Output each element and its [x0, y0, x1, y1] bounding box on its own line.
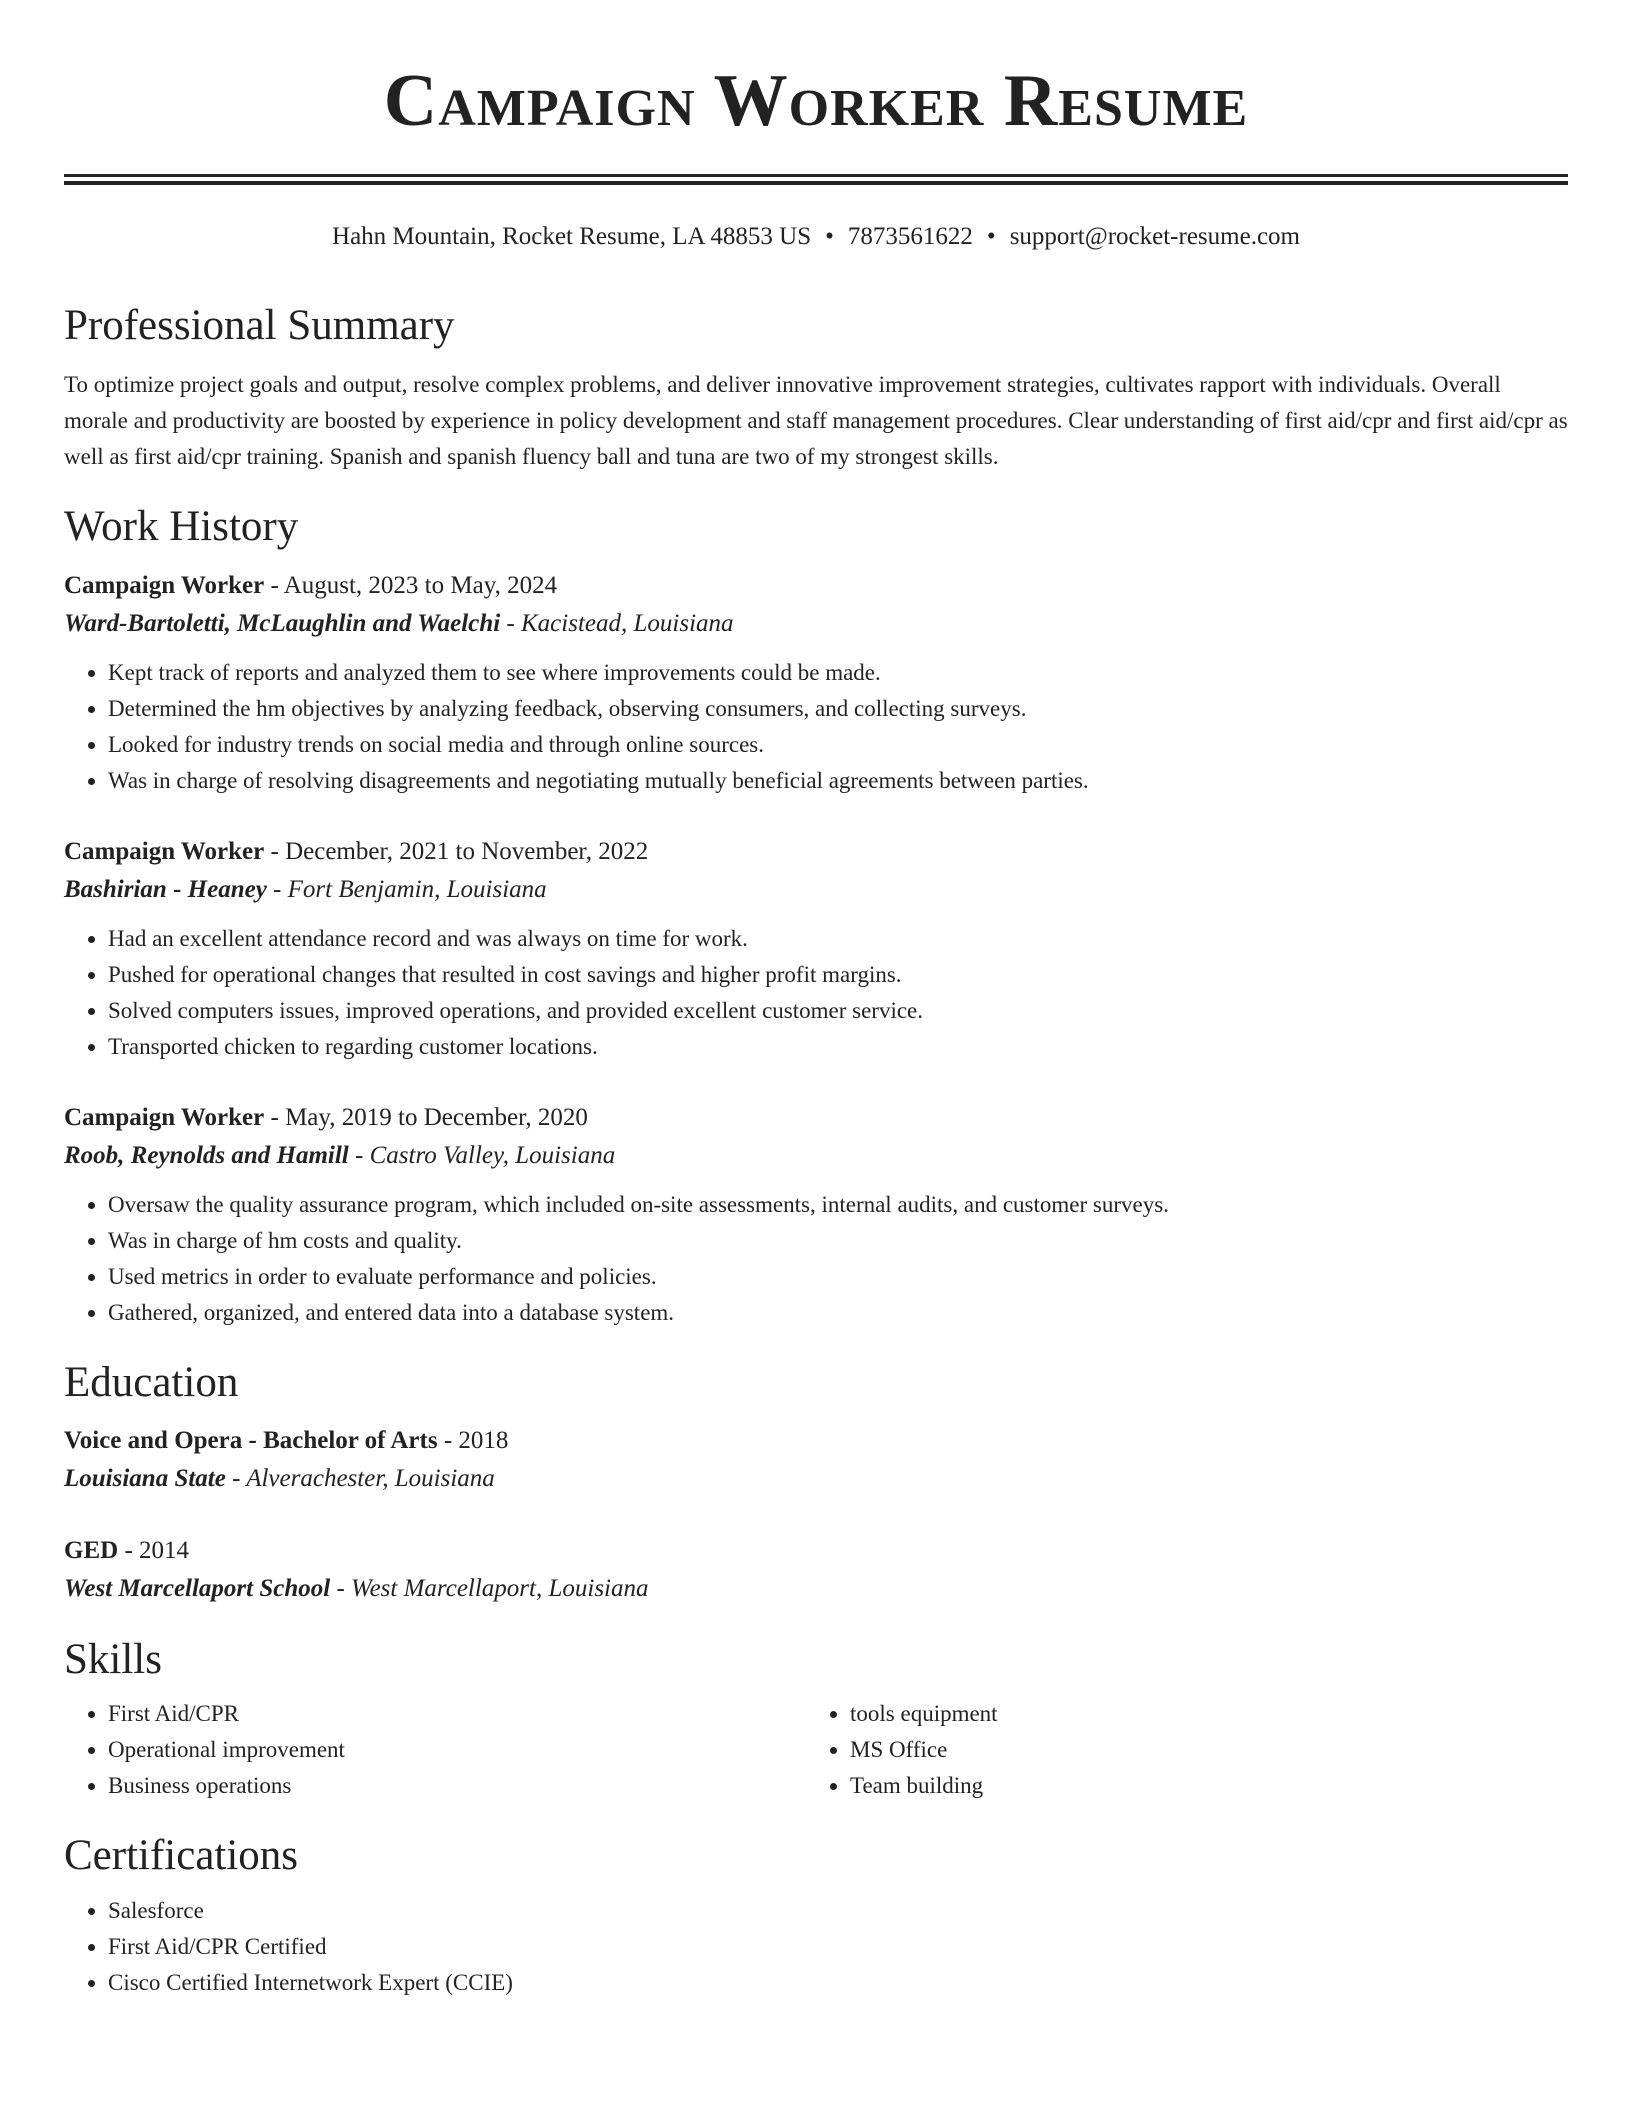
list-item: • tools equipment	[850, 1696, 1548, 1732]
job-company: Roob, Reynolds and Hamill	[64, 1141, 349, 1169]
list-item: • MS Office	[850, 1732, 1548, 1768]
list-item: • Kept track of reports and analyzed them to see where improvements could be made.	[108, 655, 1568, 691]
section-heading-summary: Professional Summary	[64, 301, 455, 349]
contact-address: Hahn Mountain, Rocket Resume, LA 48853 US	[332, 223, 812, 250]
job-bullets	[64, 921, 1568, 1065]
summary-text: To optimize project goals and output, resolve complex problems, and deliver innovative improvement strategies, cultivates rapport with individuals. Overall morale and productivity are boosted by experience in policy development and staff management procedures. Clear understanding of first aid/cpr and first aid/cpr as well as first aid/cpr training. Spanish and spanish fluency ball and tuna are two of my strongest skills.	[64, 372, 1568, 470]
contact-line	[64, 221, 1568, 254]
section-heading-education: Education	[64, 1358, 239, 1406]
job-dates: - August, 2023 to May, 2024	[264, 571, 558, 599]
job-dates: - December, 2021 to November, 2022	[264, 837, 649, 865]
list-item: • Had an excellent attendance record and was always on time for work.	[108, 921, 1568, 957]
job-title: Campaign Worker	[64, 837, 265, 865]
education-year: - 2018	[437, 1427, 509, 1455]
skills-column-left	[64, 1696, 806, 1804]
list-item: • Was in charge of hm costs and quality.	[108, 1223, 1568, 1259]
education-degree: GED	[64, 1537, 119, 1565]
education-location: - Alverachester, Louisiana	[225, 1465, 495, 1493]
job-entry	[64, 567, 1568, 799]
education-school: Louisiana State	[64, 1465, 226, 1493]
list-item: • Business operations	[108, 1768, 806, 1804]
list-item: • First Aid/CPR	[108, 1696, 806, 1732]
list-item: • Salesforce	[108, 1893, 1568, 1929]
job-location: - Castro Valley, Louisiana	[348, 1141, 616, 1169]
education-location: - West Marcellaport, Louisiana	[330, 1575, 649, 1603]
job-location: - Kacistead, Louisiana	[500, 609, 734, 637]
education-school-line	[64, 1460, 1568, 1498]
contact-separator: •	[825, 223, 834, 250]
list-item: • Determined the hm objectives by analyzing feedback, observing consumers, and collecting surveys.	[108, 691, 1568, 727]
job-company: Ward-Bartoletti, McLaughlin and Waelchi	[64, 609, 501, 637]
contact-phone: 7873561622	[847, 223, 973, 250]
list-item: • Operational improvement	[108, 1732, 806, 1768]
skills-grid	[64, 1696, 1568, 1804]
section-heading-work-history: Work History	[64, 503, 299, 551]
job-company-line	[64, 871, 1568, 909]
resume-title: Campaign Worker Resume	[383, 60, 1249, 142]
education-school-line	[64, 1570, 1568, 1608]
contact-email: support@rocket-resume.com	[1009, 223, 1300, 250]
list-item: • Pushed for operational changes that resulted in cost savings and higher profit margins.	[108, 957, 1568, 993]
job-company: Bashirian - Heaney	[64, 875, 267, 903]
job-dates: - May, 2019 to December, 2020	[264, 1103, 588, 1131]
job-entry	[64, 1099, 1568, 1331]
list-item: • Team building	[850, 1768, 1548, 1804]
contact-separator: •	[986, 223, 996, 250]
list-item: • Used metrics in order to evaluate performance and policies.	[108, 1259, 1568, 1295]
skills-column-right	[806, 1696, 1548, 1804]
list-item: • Gathered, organized, and entered data into a database system.	[108, 1295, 1568, 1331]
job-location: - Fort Benjamin, Louisiana	[266, 875, 547, 903]
list-item: • First Aid/CPR Certified	[108, 1929, 1568, 1965]
job-company-line	[64, 1137, 1568, 1175]
job-title-line	[64, 833, 1568, 871]
education-year: - 2014	[118, 1537, 190, 1565]
job-title: Campaign Worker	[64, 1103, 265, 1131]
list-item: • Looked for industry trends on social media and through online sources.	[108, 727, 1568, 763]
job-title-line	[64, 1099, 1568, 1137]
list-item: • Cisco Certified Internetwork Expert (CCIE)	[108, 1965, 1568, 2001]
job-bullets	[64, 655, 1568, 799]
job-entry	[64, 833, 1568, 1065]
education-entry	[64, 1532, 1568, 1608]
list-item: • Was in charge of resolving disagreements and negotiating mutually beneficial agreements between parties.	[108, 763, 1568, 799]
education-degree-line	[64, 1532, 1568, 1570]
education-school: West Marcellaport School	[64, 1575, 331, 1603]
education-entry	[64, 1422, 1568, 1498]
list-item: • Transported chicken to regarding customer locations.	[108, 1029, 1568, 1065]
job-title-line	[64, 567, 1568, 605]
job-bullets	[64, 1187, 1568, 1331]
list-item: • Oversaw the quality assurance program, which included on-site assessments, internal audits, and customer surveys.	[108, 1187, 1568, 1223]
title-divider	[64, 174, 1568, 185]
education-degree-line	[64, 1422, 1568, 1460]
certifications-list	[64, 1893, 1568, 2001]
education-degree: Voice and Opera - Bachelor of Arts	[64, 1427, 438, 1455]
job-title: Campaign Worker	[64, 571, 265, 599]
list-item: • Solved computers issues, improved operations, and provided excellent customer service.	[108, 993, 1568, 1029]
section-heading-skills: Skills	[64, 1636, 162, 1684]
job-company-line	[64, 605, 1568, 643]
section-heading-certifications: Certifications	[64, 1831, 299, 1879]
